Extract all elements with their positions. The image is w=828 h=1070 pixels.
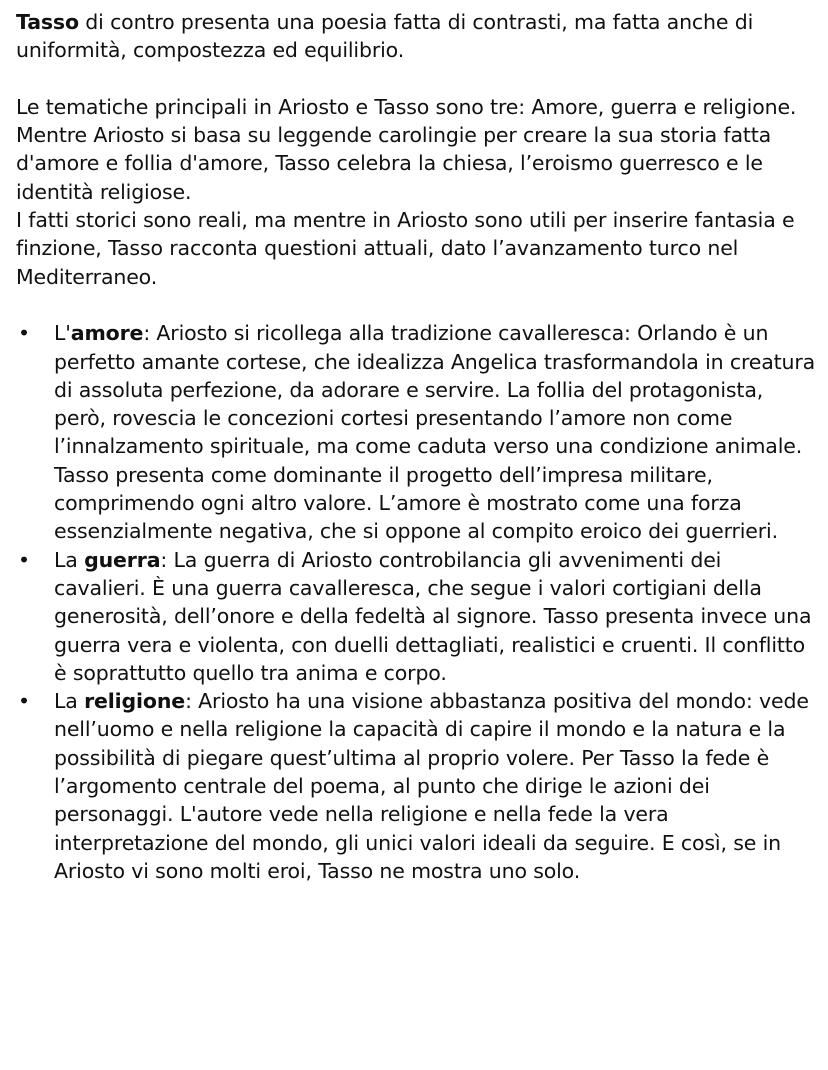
document-page (16, 8, 816, 885)
themes-paragraph: Le tematiche principali in Ariosto e Tasso sono tre: Amore, guerra e religione. Mentre Ariosto si basa su leggende carolingie per creare la sua storia fatta d'amore e follia d'amore, Tasso celebra la chiesa, l’eroismo guerresco e le identità religiose. (16, 94, 797, 204)
paragraph-gap (16, 291, 816, 319)
list-item-amore (16, 319, 816, 545)
topics-list (16, 319, 816, 885)
topic-text: : Ariosto ha una visione abbastanza positiva del mondo: vede nell’uomo e nella religione la capacità di capire il mondo e la natura e la possibilità di piegare quest’ultima al proprio volere. Per Tasso la fede è l’argomento centrale del poema, al punto che dirige le azioni dei personaggi. L'autore vede nella religione e nella fede la vera interpretazione del mondo, gli unici valori ideali da seguire. E così, se in Ariosto vi sono molti eroi, Tasso ne mostra uno solo. (54, 689, 809, 883)
list-item-religione (16, 687, 816, 885)
bullet-icon: • (18, 689, 30, 714)
facts-paragraph: I fatti storici sono reali, ma mentre in Ariosto sono utili per inserire fantasia e finzione, Tasso racconta questioni attuali, dato l’avanzamento turco nel Mediterraneo. (16, 208, 795, 289)
topic-prefix: La (54, 689, 85, 714)
bullet-icon: • (18, 321, 30, 346)
topic-term: religione (84, 689, 186, 714)
intro-text: di contro presenta una poesia fatta di contrasti, ma fatta anche di uniformità, compostezza ed equilibrio. (16, 10, 754, 63)
topic-prefix: L' (54, 321, 71, 346)
list-item-guerra (16, 546, 816, 687)
paragraph-gap (16, 65, 816, 93)
topic-text: : La guerra di Ariosto controbilancia gli avvenimenti dei cavalieri. È una guerra cavalleresca, che segue i valori cortigiani della generosità, dell’onore e della fedeltà al signore. Tasso presenta invece una guerra vera e violenta, con duelli dettagliati, realistici e cruenti. Il conflitto è soprattutto quello tra anima e corpo. (54, 547, 812, 685)
intro-paragraph (16, 8, 816, 65)
bullet-icon: • (18, 547, 30, 572)
topic-term: guerra (84, 547, 161, 572)
intro-bold-term: Tasso (16, 10, 79, 34)
topic-text: : Ariosto si ricollega alla tradizione cavalleresca: Orlando è un perfetto amante cortese, che idealizza Angelica trasformandola in creatura di assoluta perfezione, da adorare e servire. La follia del protagonista, però, rovescia le concezioni cortesi presentando l’amore non come l’innalzamento spirituale, ma come caduta verso una condizione animale. Tasso presenta come dominante il progetto dell’impresa militare, comprimendo ogni altro valore. L’amore è mostrato come una forza essenzialmente negativa, che si oppone al compito eroico dei guerrieri. (54, 321, 816, 544)
topic-term: amore (70, 321, 144, 346)
topic-prefix: La (54, 547, 85, 572)
